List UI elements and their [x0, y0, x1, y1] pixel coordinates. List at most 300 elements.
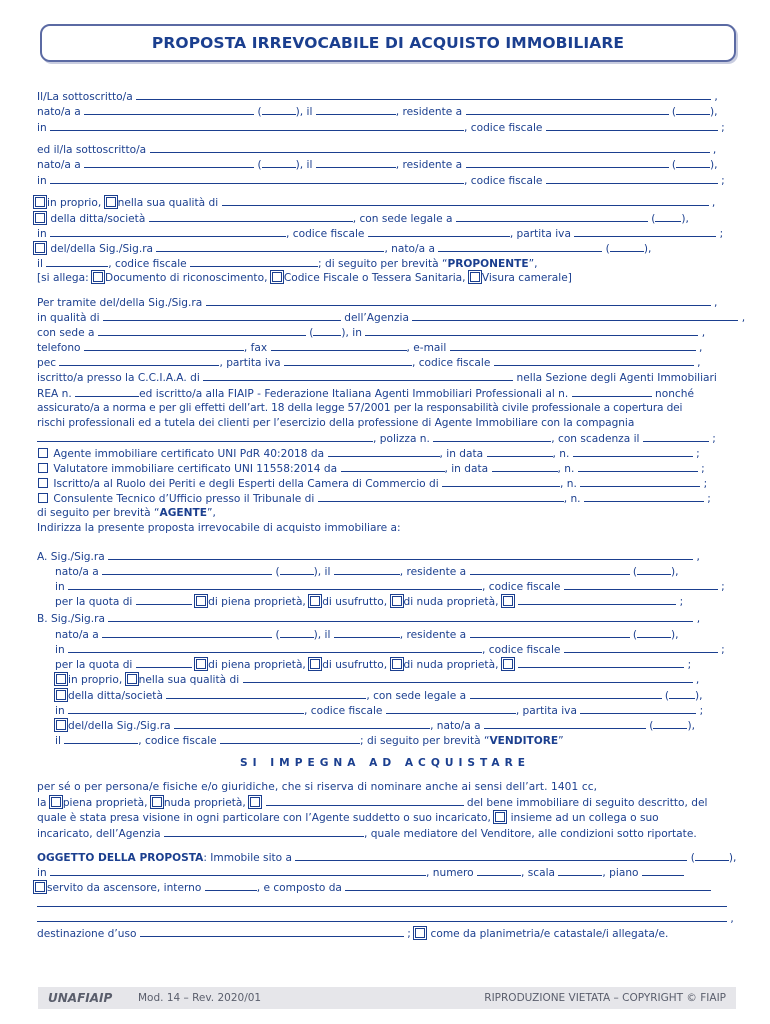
expiry-field[interactable] [643, 432, 709, 442]
label: , codice fiscale [138, 735, 217, 747]
label: nella sua qualità di [117, 197, 219, 209]
birthplace-field[interactable] [484, 719, 646, 729]
role-field[interactable] [103, 311, 341, 321]
label: destinazione d’uso [37, 928, 137, 940]
label: , n. [563, 493, 581, 505]
composition-field[interactable] [37, 912, 727, 922]
label: come da planimetria/e catastale/i allegata/e. [430, 928, 669, 940]
line-seller-b-deldella: del/della Sig./Sig.ra , nato/a a ( ), [55, 719, 695, 733]
line-seller-b-quota: per la quota di di piena proprietà, di usufrutto, di nuda proprietà, ; [55, 659, 692, 671]
label: , codice fiscale [286, 228, 365, 240]
label: in [55, 581, 65, 593]
email-field[interactable] [450, 341, 696, 351]
line-seller-b-il [55, 734, 564, 748]
line-seller-a-in: in , codice fiscale ; [55, 581, 725, 593]
province-field[interactable] [262, 105, 296, 115]
label: di piena proprietà, [208, 596, 306, 608]
label: nato/a a [37, 159, 81, 171]
checkbox-ditta[interactable] [35, 213, 45, 223]
copyright: RIPRODUZIONE VIETATA – COPYRIGHT © FIAIP [484, 992, 726, 1004]
checkbox-usufrutto[interactable] [310, 596, 320, 606]
date-field[interactable] [492, 462, 558, 472]
company-field[interactable] [166, 689, 366, 699]
label: , con sede legale a [352, 213, 453, 225]
province-field[interactable] [653, 719, 687, 729]
birthdate-field[interactable] [334, 565, 400, 575]
label: della ditta/società [68, 690, 163, 702]
label: Iscritto/a al Ruolo dei Periti e degli Esperti della Camera di Commercio di [53, 478, 439, 490]
checkbox-qualita[interactable] [127, 674, 137, 684]
phone-field[interactable] [84, 341, 244, 351]
line-perse: per sé o per persona/e fisiche e/o giuridiche, che si riserva di nominare anche ai sensi dell’art. 1401 cc, [37, 781, 598, 793]
checkbox-agente-cert[interactable] [38, 448, 48, 458]
label: Il/La sottoscritto/a [37, 91, 133, 103]
province-field[interactable] [313, 326, 341, 336]
label: la [37, 797, 47, 809]
line-rea [37, 387, 694, 401]
province-field[interactable] [695, 851, 729, 861]
label: nato/a a [37, 106, 81, 118]
label: , codice fiscale [108, 258, 187, 270]
province-field[interactable] [637, 565, 671, 575]
birthdate-field[interactable] [64, 734, 138, 744]
line-ruolo: Iscritto/a al Ruolo dei Periti e degli Esperti della Camera di Commercio di , n. ; [37, 477, 707, 491]
company-field[interactable] [149, 212, 353, 222]
label: ; di seguito per brevità “ [318, 258, 448, 270]
label: , scala [521, 867, 556, 879]
line-quale [37, 812, 659, 825]
other-field[interactable] [518, 658, 684, 668]
name-field[interactable] [156, 242, 384, 252]
label: per la quota di [55, 596, 133, 608]
label: Per tramite del/della Sig./Sig.ra [37, 297, 203, 309]
footer [38, 987, 736, 1009]
birthplace-field[interactable] [102, 565, 272, 575]
tax-code-field[interactable] [368, 227, 510, 237]
fax-field[interactable] [271, 341, 407, 351]
label: , partita iva [509, 228, 571, 240]
line-destinazione: destinazione d’uso ; come da planimetria/e catastale/i allegata/e. [37, 928, 669, 940]
address-field[interactable] [68, 704, 304, 714]
number-field[interactable] [477, 866, 521, 876]
line-blank-1 [37, 897, 727, 911]
residence-field[interactable] [470, 565, 630, 575]
quota-field[interactable] [136, 595, 192, 605]
venditore-label: VENDITORE [489, 735, 559, 747]
qualita-field[interactable] [222, 196, 709, 206]
label: pec [37, 357, 57, 369]
label: della ditta/società [50, 213, 146, 225]
province-field[interactable] [637, 628, 671, 638]
label: , numero [426, 867, 474, 879]
quota-field[interactable] [136, 658, 192, 668]
label: in [37, 122, 47, 134]
label: ; di seguito per brevità “ [360, 735, 490, 747]
checkbox-ditta[interactable] [56, 690, 66, 700]
tax-code-field[interactable] [386, 704, 516, 714]
checkbox-nuda[interactable] [392, 596, 402, 606]
other-field[interactable] [518, 595, 676, 605]
number-field[interactable] [573, 447, 693, 457]
line-seller-a-nascita: nato/a a ( ), il , residente a ( ), [55, 566, 679, 578]
name-field[interactable] [174, 719, 430, 729]
vat-field[interactable] [580, 704, 696, 714]
line-seller-b: B. Sig./Sig.ra , [37, 613, 701, 625]
line-rischi: rischi professionali ed a tutela dei clienti per l’esercizio della professione di Agente Immobiliare con la compagnia [37, 417, 635, 429]
province-field[interactable] [262, 158, 296, 168]
checkbox-ctu[interactable] [38, 493, 48, 503]
province-field[interactable] [610, 242, 644, 252]
checkbox-in-proprio[interactable] [35, 197, 45, 207]
line-indirizza: Indirizza la presente proposta irrevocabile di acquisto immobiliare a: [37, 522, 401, 534]
address-field[interactable] [50, 121, 464, 131]
line-indirizzo2: in , codice fiscale ; [37, 175, 725, 187]
label: il [55, 735, 61, 747]
label: Documento di riconoscimento, [105, 272, 268, 284]
date-field[interactable] [487, 447, 553, 457]
composition-field[interactable] [345, 881, 711, 891]
vat-field[interactable] [284, 356, 412, 366]
label: , con sede legale a [366, 690, 467, 702]
line-inqualita: in qualità di dell’Agenzia , [37, 312, 746, 324]
address-field[interactable] [50, 866, 426, 876]
label: , codice fiscale [464, 175, 543, 187]
document-title: PROPOSTA IRREVOCABILE DI ACQUISTO IMMOBILIARE [151, 34, 625, 52]
label: del/della Sig./Sig.ra [50, 243, 154, 255]
label: nonché [655, 388, 694, 400]
line-pertramite: Per tramite del/della Sig./Sig.ra , [37, 297, 718, 309]
label: , piano [602, 867, 639, 879]
label: del/della Sig./Sig.ra [68, 720, 171, 732]
checkbox-nuda[interactable] [392, 659, 402, 669]
label: , e-mail [406, 342, 447, 354]
label: Codice Fiscale o Tessera Sanitaria, [283, 272, 466, 284]
residence-field[interactable] [466, 105, 669, 115]
checkbox-deldella[interactable] [35, 243, 45, 253]
line-seller-a-quota: per la quota di di piena proprietà, di usufrutto, di nuda proprietà, ; [55, 596, 684, 608]
line-blank-2: , [37, 912, 734, 926]
court-field[interactable] [318, 492, 564, 502]
label: , partita iva [219, 357, 281, 369]
label: in qualità di [37, 312, 100, 324]
birthplace-field[interactable] [102, 628, 272, 638]
cert-field[interactable] [328, 447, 440, 457]
checkbox-piena[interactable] [196, 596, 206, 606]
section-heading: SI IMPEGNA AD ACQUISTARE [239, 757, 531, 769]
agency-field[interactable] [164, 827, 364, 837]
checkbox-deldella[interactable] [56, 720, 66, 730]
address-field[interactable] [68, 580, 482, 590]
label: , quale mediatore del Venditore, alle condizioni sotto riportate. [364, 828, 697, 840]
name-field[interactable] [150, 143, 710, 153]
vat-field[interactable] [574, 227, 716, 237]
label: , in data [444, 463, 489, 475]
checkbox-ascensore[interactable] [35, 882, 45, 892]
label: del bene immobiliare di seguito descritto, del [466, 797, 708, 809]
line-assicurato: assicurato/a a norma e per gli effetti dell’art. 18 della legge 57/2001 per la responsabilità civile professionale a copertura dei [37, 402, 683, 414]
label: iscritto/a presso la C.C.I.A.A. di [37, 372, 200, 384]
birthdate-field[interactable] [316, 158, 396, 168]
floor-field[interactable] [642, 866, 684, 876]
label: , residente a [395, 159, 463, 171]
label: di nuda proprietà, [403, 659, 499, 671]
cciaa-field[interactable] [203, 371, 513, 381]
label: nato/a a [55, 629, 99, 641]
label: Visura camerale] [481, 272, 572, 284]
birthdate-field[interactable] [334, 628, 400, 638]
address-field[interactable] [68, 643, 482, 653]
tax-code-field[interactable] [220, 734, 360, 744]
checkbox-piena[interactable] [51, 797, 61, 807]
chamber-field[interactable] [442, 477, 560, 487]
location-field[interactable] [295, 851, 687, 861]
seller-a-name-field[interactable] [108, 550, 693, 560]
label: Consulente Tecnico d’Ufficio presso il Tribunale di [53, 493, 315, 505]
line-deldella: del/della Sig./Sig.ra , nato/a a ( ), [34, 242, 651, 256]
address-field[interactable] [50, 174, 464, 184]
label: servito da ascensore, interno [47, 882, 202, 894]
line-indirizzo: in , codice fiscale ; [37, 122, 725, 134]
checkbox-altro[interactable] [250, 797, 260, 807]
label: in proprio, [47, 197, 102, 209]
line-indirizzo-immobile [37, 866, 684, 880]
label: nuda proprietà, [163, 797, 246, 809]
line-servito [34, 881, 711, 895]
label: , n. [552, 448, 570, 460]
line-qualita: in proprio, nella sua qualità di , [34, 196, 715, 210]
line-ditta-in: in , codice fiscale , partita iva ; [37, 228, 724, 240]
policy-number-field[interactable] [433, 432, 551, 442]
line-polizza: , polizza n. , con scadenza il ; [37, 432, 716, 446]
checkbox-qualita[interactable] [106, 197, 116, 207]
checkbox-in-proprio[interactable] [56, 674, 66, 684]
line-iscritto [37, 371, 717, 385]
use-field[interactable] [140, 927, 404, 937]
tax-code-field[interactable] [546, 121, 718, 131]
label: , codice fiscale [482, 581, 561, 593]
line-sottoscritto: Il/La sottoscritto/a , [37, 91, 718, 103]
seat-field[interactable] [456, 212, 648, 222]
agent-name-field[interactable] [206, 296, 711, 306]
tax-code-field[interactable] [564, 580, 718, 590]
seat-field[interactable] [470, 689, 662, 699]
line-agente-cert: Agente immobiliare certificato UNI PdR 40:2018 da , in data , n. ; [37, 447, 700, 461]
address-field[interactable] [50, 227, 286, 237]
label: , in data [439, 448, 484, 460]
province-field[interactable] [676, 158, 710, 168]
label: REA n. [37, 388, 72, 400]
line-ditta: della ditta/società , con sede legale a ( ), [34, 212, 689, 226]
label: , residente a [399, 629, 467, 641]
label: ), il [295, 106, 313, 118]
label: incaricato, dell’Agenzia [37, 828, 161, 840]
line-seller-b-in: in , codice fiscale ; [55, 644, 725, 656]
line-il-proponente [37, 257, 537, 271]
label: in [55, 644, 65, 656]
line-seller-b-ditta-in: in , codice fiscale , partita iva ; [55, 705, 704, 717]
birthplace-field[interactable] [84, 158, 254, 168]
insurer-field[interactable] [37, 432, 373, 442]
province-field[interactable] [280, 565, 314, 575]
other-field[interactable] [266, 796, 464, 806]
checkbox-ruolo[interactable] [38, 478, 48, 488]
label: con sede a [37, 327, 95, 339]
oggetto-label: OGGETTO DELLA PROPOSTA [37, 852, 204, 864]
label: nella sua qualità di [138, 674, 240, 686]
checkbox-insieme[interactable] [495, 812, 505, 822]
seat-field[interactable] [98, 326, 306, 336]
label: Agente immobiliare certificato UNI PdR 40:2018 da [53, 448, 325, 460]
label: , polizza n. [373, 433, 430, 445]
label: , codice fiscale [411, 357, 491, 369]
label: nella Sezione degli Agenti Immobiliari [516, 372, 717, 384]
line-ctu: Consulente Tecnico d’Ufficio presso il Tribunale di , n. ; [37, 492, 711, 506]
birthdate-field[interactable] [46, 257, 108, 267]
fiaip-number-field[interactable] [572, 387, 652, 397]
cert-field[interactable] [341, 462, 445, 472]
label: ), il [313, 629, 331, 641]
label: in [37, 867, 47, 879]
province-field[interactable] [280, 628, 314, 638]
label: di usufrutto, [322, 596, 388, 608]
label: in [352, 327, 362, 339]
checkbox-documento[interactable] [93, 272, 103, 282]
line-incaricato [37, 827, 697, 841]
label: ed iscritto/a alla FIAIP - Federazione Italiana Agenti Immobiliari Professionali al n. [139, 388, 569, 400]
composition-field[interactable] [37, 897, 727, 907]
label: , codice fiscale [482, 644, 561, 656]
model-version: Mod. 14 – Rev. 2020/01 [138, 992, 262, 1004]
line-oggetto: OGGETTO DELLA PROPOSTA: Immobile sito a ( ), [37, 852, 737, 864]
label: in [55, 705, 65, 717]
checkbox-planimetria[interactable] [415, 928, 425, 938]
label: di seguito per brevità “ [37, 507, 160, 519]
label: di usufrutto, [322, 659, 388, 671]
agente-label: AGENTE [159, 507, 207, 519]
line-la [37, 796, 707, 810]
number-field[interactable] [584, 492, 704, 502]
label: in [37, 228, 47, 240]
label: quale è stata presa visione in ogni particolare con l’Agente suddetto o suo incaricato, [37, 812, 491, 824]
label: , residente a [395, 106, 463, 118]
label: in proprio, [68, 674, 123, 686]
label: , codice fiscale [464, 122, 543, 134]
checkbox-visura[interactable] [470, 272, 480, 282]
line-agente [37, 507, 216, 520]
label: , con scadenza il [551, 433, 640, 445]
tax-code-field[interactable] [494, 356, 694, 366]
name-field[interactable] [136, 90, 711, 100]
agency-field[interactable] [412, 311, 738, 321]
label: ”, [206, 507, 216, 519]
label: piena proprietà, [62, 797, 148, 809]
birthplace-field[interactable] [84, 105, 254, 115]
checkbox-usufrutto[interactable] [310, 659, 320, 669]
line-nascita: nato/a a ( ), il , residente a ( ), [37, 106, 718, 118]
title-box [40, 24, 736, 62]
label: il [37, 258, 43, 270]
tax-code-field[interactable] [546, 174, 718, 184]
birthplace-field[interactable] [438, 242, 602, 252]
line-nascita2: nato/a a ( ), il , residente a ( ), [37, 159, 718, 171]
label: insieme ad un collega o suo [510, 812, 659, 824]
label: ”, [528, 258, 538, 270]
label: A. Sig./Sig.ra [37, 551, 105, 563]
label: : Immobile sito a [203, 852, 293, 864]
label: B. Sig./Sig.ra [37, 613, 105, 625]
label: , partita iva [515, 705, 577, 717]
label: in [37, 175, 47, 187]
label: , codice fiscale [304, 705, 383, 717]
checkbox-tessera[interactable] [272, 272, 282, 282]
checkbox-nuda[interactable] [152, 797, 162, 807]
tax-code-field[interactable] [564, 643, 718, 653]
line-sottoscritto2: ed il/la sottoscritto/a , [37, 144, 717, 156]
birthdate-field[interactable] [316, 105, 396, 115]
qualita-field[interactable] [243, 673, 693, 683]
line-telefono: telefono , fax , e-mail , [37, 342, 703, 354]
label: nato/a a [55, 566, 99, 578]
interno-field[interactable] [205, 881, 257, 891]
line-consede: con sede a ( ), in , [37, 327, 706, 339]
checkbox-piena[interactable] [196, 659, 206, 669]
label: , fax [243, 342, 268, 354]
residence-field[interactable] [470, 628, 630, 638]
line-seller-b-ditta: della ditta/società , con sede legale a ( ), [55, 689, 703, 703]
province-field[interactable] [655, 212, 681, 222]
checkbox-altro[interactable] [503, 596, 513, 606]
label: , n. [557, 463, 575, 475]
label: , n. [560, 478, 577, 490]
label: , nato/a a [384, 243, 435, 255]
number-field[interactable] [580, 477, 700, 487]
province-field[interactable] [676, 105, 710, 115]
label: dell’Agenzia [344, 312, 409, 324]
label: per la quota di [55, 659, 133, 671]
label: , residente a [399, 566, 467, 578]
number-field[interactable] [578, 462, 698, 472]
line-seller-b-nascita: nato/a a ( ), il , residente a ( ), [55, 629, 679, 641]
rea-field[interactable] [75, 387, 139, 397]
proponente-label: PROPONENTE [447, 258, 529, 270]
stair-field[interactable] [558, 866, 602, 876]
line-seller-b-qualita: in proprio, nella sua qualità di , [55, 673, 699, 687]
label: [si allega: [37, 272, 89, 284]
label: ), il [295, 159, 313, 171]
line-seller-a: A. Sig./Sig.ra , [37, 551, 700, 563]
checkbox-valutatore[interactable] [38, 463, 48, 473]
line-valutatore: Valutatore immobiliare certificato UNI 11558:2014 da , in data , n. ; [37, 462, 705, 476]
label: , e composto da [256, 882, 342, 894]
line-pec: pec , partita iva , codice fiscale , [37, 357, 701, 369]
pec-field[interactable] [59, 356, 219, 366]
label: ed il/la sottoscritto/a [37, 144, 147, 156]
checkbox-altro[interactable] [503, 659, 513, 669]
residence-field[interactable] [466, 158, 669, 168]
seller-b-name-field[interactable] [108, 612, 693, 622]
line-allegati [37, 272, 572, 285]
province-field[interactable] [669, 689, 695, 699]
label: di piena proprietà, [208, 659, 306, 671]
label: ” [558, 735, 564, 747]
label: telefono [37, 342, 81, 354]
label: Valutatore immobiliare certificato UNI 11558:2014 da [53, 463, 338, 475]
label: di nuda proprietà, [403, 596, 499, 608]
label: ), il [313, 566, 331, 578]
address-field[interactable] [365, 326, 698, 336]
label: , nato/a a [430, 720, 481, 732]
tax-code-field[interactable] [190, 257, 318, 267]
